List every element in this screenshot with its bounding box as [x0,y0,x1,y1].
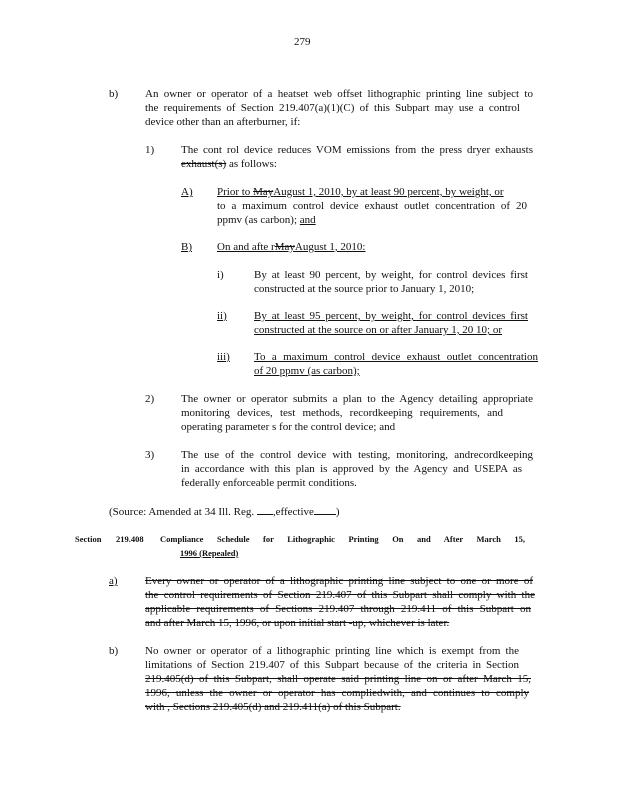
section-b-line-5: with , Sections 219.405(d) and 219.411(a) of this Subpart. [145,701,401,713]
blank-line [257,505,273,515]
item-3-line-3: federally enforceable permit conditions. [181,477,357,489]
item-B-pre: On and afte r [217,241,275,253]
item-1-line-1: The cont rol device reduces VOM emissions from the press dryer exhausts [181,144,533,156]
struck-text: exhaust(s) [181,158,227,170]
section-b-line-2: limitations of Section 219.407 of this Subpart because of the criteria in Section [145,659,519,671]
struck-text: May [274,241,295,253]
section-repealed: (Repealed) [199,548,239,558]
item-iii-line-2: of 20 ppmv (as carbon); [254,365,360,377]
section-b-line-3: 219.405(d) of this Subpart, shall operate said printing line on or after March 15, [145,673,531,685]
item-2-line-3: operating parameter s for the control device; and [181,421,396,433]
item-ii-line-1: By at least 95 percent, by weight, for control devices first [254,310,528,322]
item-i-line-2: constructed at the source prior to January 1, 2010; [254,283,475,295]
item-B-post: August 1, 2010: [294,241,366,253]
item-A-prior-text: Prior to [217,186,251,198]
source-close: ) [335,506,340,518]
item-iii-marker: iii) [217,351,230,363]
item-1-marker: 1) [145,144,155,156]
item-ii-marker: ii) [217,310,227,322]
page-number: 279 [294,36,311,48]
item-b-line-3: device other than an afterburner, if: [145,116,301,128]
source-text: (Source: Amended at 34 Ill. Reg. [109,506,255,518]
item-2-line-2: monitoring devices, test methods, recordkeeping requirements, and [181,407,503,419]
item-B-marker: B) [181,241,192,253]
section-a-line-2: the control requirements of Section 219.407 of this Subpart shall comply with the [145,589,535,601]
item-A-line-2: to a maximum control device exhaust outlet concentration of 20 [217,200,527,212]
section-title-year: 1996 [180,548,197,558]
item-B-line [217,241,366,254]
item-i-marker: i) [217,269,224,281]
source-note [109,505,340,519]
item-3-line-2: in accordance with this plan is approved by the Agency and USEPA as [181,463,522,475]
section-a-marker: a) [109,575,118,587]
item-1-line-2-rest: as follows: [228,158,277,170]
item-A-line-3 [217,214,316,227]
section-b-line-4: 1996, unless the owner or operator has compliedwith, and continues to comply [145,687,529,699]
item-iii-line-1: To a maximum control device exhaust outlet concentration [254,351,538,363]
item-A-line-1-rest: August 1, 2010, by at least 90 percent, by weight, or [273,186,504,198]
source-effective: ,effective [272,506,314,518]
section-a-line-3: applicable requirements of Sections 219.407 through 219.411 of this Subpart on [145,603,531,615]
section-number: 219.408 [116,534,144,544]
section-title-line-1: Compliance Schedule for Lithographic Printing On and After March 15, [160,534,525,544]
item-2-marker: 2) [145,393,155,405]
item-i-line-1: By at least 90 percent, by weight, for control devices first [254,269,528,281]
item-1-line-2 [181,158,277,171]
section-a-line-4: and after March 15, 1996, or upon initial start -up, whichever is later. [145,617,450,629]
item-A-and: and [299,214,316,226]
item-b-line-2: the requirements of Section 219.407(a)(1)(C) of this Subpart may use a control [145,102,520,114]
item-ii-line-2: constructed at the source on or after January 1, 20 10; or [254,324,503,336]
item-A-line-1 [217,186,504,199]
item-b-marker: b) [109,88,119,100]
item-A-line-3-text: ppmv (as carbon); [217,214,298,226]
section-label: Section [75,534,102,544]
item-3-line-1: The use of the control device with testing, monitoring, andrecordkeeping [181,449,533,461]
section-b-line-1: No owner or operator of a lithographic printing line which is exempt from the [145,645,519,657]
item-3-marker: 3) [145,449,155,461]
blank-line [314,505,336,515]
section-a-line-1: Every owner or operator of a lithographic printing line subject to one or more of [145,575,533,587]
item-b-line-1: An owner or operator of a heatset web offset lithographic printing line subject to [145,88,533,100]
section-title-line-2 [180,548,238,558]
section-b-marker: b) [109,645,119,657]
struck-text: May [253,186,274,198]
item-A-marker: A) [181,186,193,198]
item-2-line-1: The owner or operator submits a plan to the Agency detailing appropriate [181,393,533,405]
